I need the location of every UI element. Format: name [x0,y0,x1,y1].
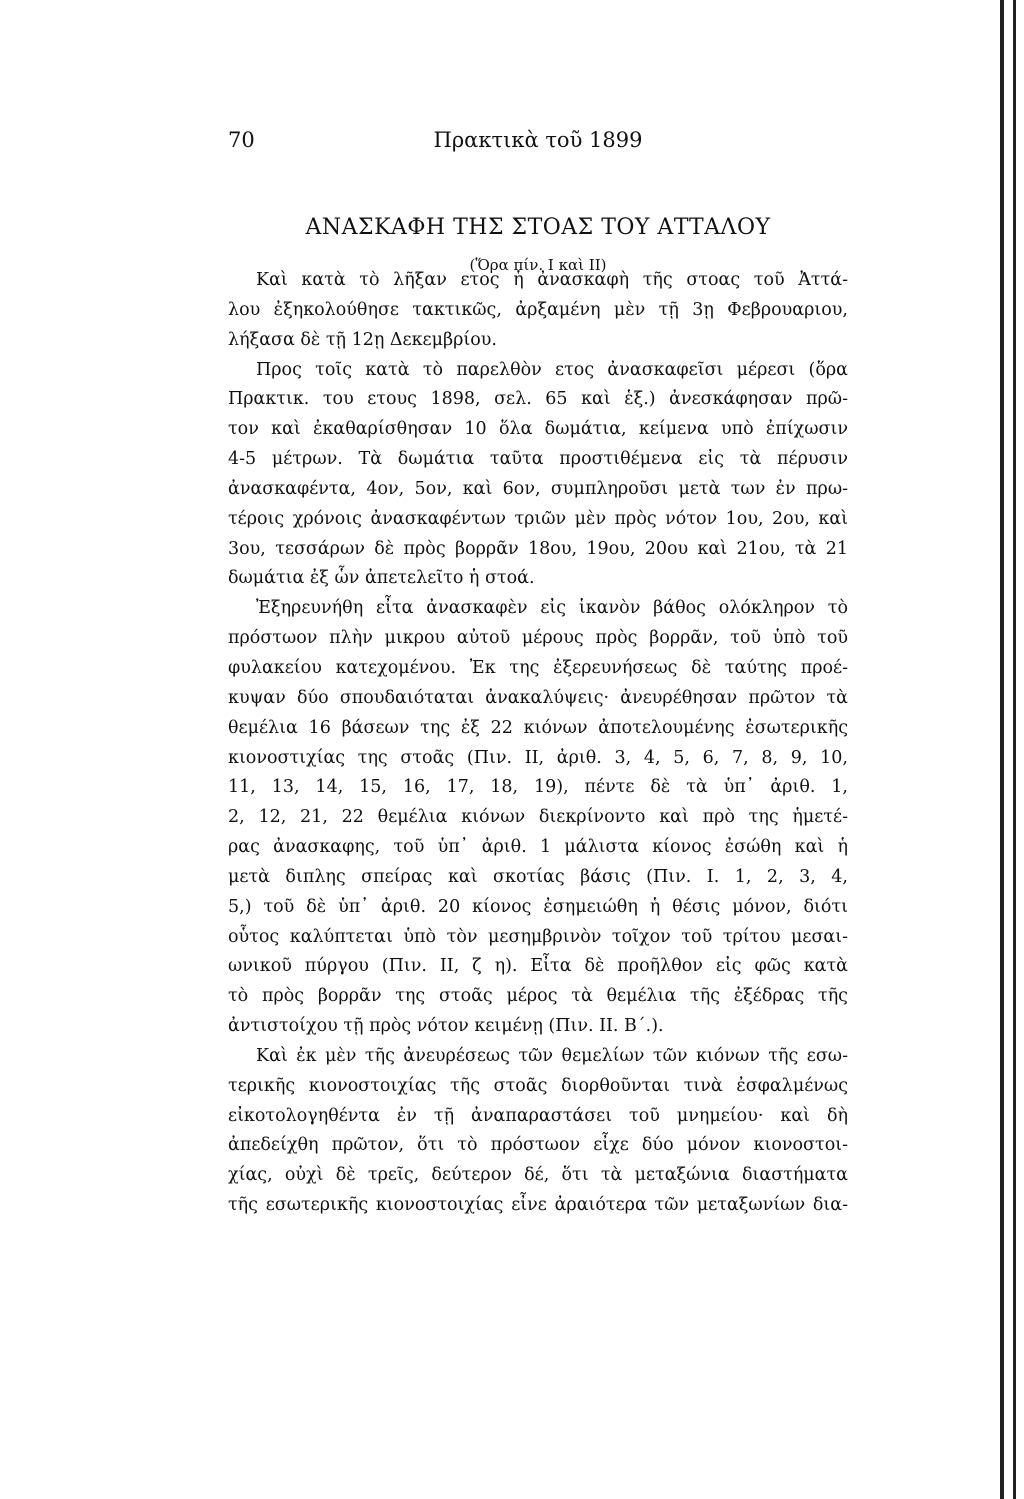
article-title: ΑΝΑΣΚΑΦΗ ΤΗΣ ΣΤΟΑΣ ΤΟΥ ΑΤΤΑΛΟΥ [305,215,771,240]
text-line: τὸ πρὸς βορρᾶν της στοᾶς μέρος τὰ θεμέλια τῆς ἐξέδρας τῆς [228,986,848,1007]
text-line: κυψαν δύο σπουδαιόταται ἀνακαλύψεις· ἀνευρέθησαν πρῶτον τὰ [228,687,848,708]
text-line: 2, 12, 21, 22 θεμέλια κιόνων διεκρίνοντο καὶ πρὸ της ἡμετέ- [228,807,848,828]
text-line: 11, 13, 14, 15, 16, 17, 18, 19), πέντε δὲ τὰ ὑπ᾽ ἀριθ. 1, [228,777,848,798]
text-line: κιονοστιχίας της στοᾶς (Πιν. II, ἀριθ. 3, 4, 5, 6, 7, 8, 9, 10, [228,747,848,768]
scan-edge-margin [994,0,1024,1499]
text-line: ἀνασκαφέντα, 4ον, 5ον, καὶ 6ον, συμπληροῦσι μετὰ των ἐν πρω- [228,478,848,499]
text-line: ωνικοῦ πύργου (Πιν. II, ζ η). Εἶτα δὲ προῆλθον εἰς φῶς κατὰ [228,956,848,977]
text-line: χίας, οὐχὶ δὲ τρεῖς, δεύτερον δέ, ὅτι τὰ μεταξώνια διαστήματα [228,1165,848,1186]
scan-edge-line [1000,0,1004,1499]
text-line: τερικῆς κιονοστοιχίας τῆς στοᾶς διορθοῦνται τινὰ ἐσφαλμένως [228,1075,848,1096]
text-line: πρόστωον πλὴν μικρου αὐτοῦ μέρους πρὸς βορρᾶν, τοῦ ὑπὸ τοῦ [228,628,848,649]
text-line: ρας ἀνασκαφης, τοῦ ὑπ᾽ ἀριθ. 1 μάλιστα κίονος ἐσώθη καὶ ἡ [228,837,848,858]
running-title: Πρακτικὰ τοῦ 1899 [433,128,643,152]
text-line: τον καὶ ἐκαθαρίσθησαν 10 ὅλα δωμάτια, κείμενα υπὸ ἐπίχωσιν [228,419,848,440]
text-line: Πρακτικ. του ετους 1898, σελ. 65 καὶ ἑξ.) ἀνεσκάφησαν πρῶ- [228,389,848,410]
text-line: λου ἐξηκολούθησε τακτικῶς, ἀρξαμένη μὲν τῇ 3ῃ Φεβρουαριου, [228,299,848,320]
text-line: Προς τοῖς κατὰ τὸ παρελθὸν ετος ἀνασκαφεῖσι μέρεσι (ὅρα [256,359,848,380]
text-line: Ἐξηρευνήθη εἶτα ἀνασκαφὲν εἰς ἱκανὸν βάθος ολόκληρον τὸ [256,598,848,619]
text-line: ἀντιστοίχου τῇ πρὸς νότον κειμένῃ (Πιν. II. Β΄.). [228,1016,664,1037]
text-line: τῆς εσωτερικῆς κιονοστοιχίας εἶνε ἀραιότερα τῶν μεταξωνίων δια- [228,1195,848,1216]
text-line: 4-5 μέτρων. Τὰ δωμάτια ταῦτα προστιθέμενα εἰς τὰ πέρυσιν [228,449,848,470]
text-line: δωμάτια ἐξ ὧν ἀπετελεῖτο ἡ στοά. [228,568,535,589]
page-number: 70 [228,128,255,152]
text-line: 3ου, τεσσάρων δὲ πρὸς βορρᾶν 18ου, 19ου, 20ου καὶ 21ου, τὰ 21 [228,538,848,559]
text-line: εἰκοτολογηθέντα ἐν τῇ ἀναπαραστάσει τοῦ μνημείου· καὶ δὴ [228,1105,848,1126]
text-line: Καὶ ἐκ μὲν τῆς ἀνευρέσεως τῶν θεμελίων τῶν κιόνων τῆς εσω- [256,1045,848,1066]
text-line: Καὶ κατὰ τὸ λῆξαν ετος ἡ ἀνασκαφὴ τῆς στοας τοῦ Ἀττά- [256,270,848,290]
text-line: 5,) τοῦ δὲ ὑπ᾽ ἀριθ. 20 κίονος ἐσημειώθη ἡ θέσις μόνον, διότι [228,896,848,917]
text-line: ἀπεδείχθη πρῶτον, ὅτι τὸ πρόστωον εἶχε δύο μόνον κιονοστοι- [228,1135,848,1156]
scan-edge-line [1013,0,1016,1499]
text-line: φυλακείου κατεχομένου. Ἐκ της ἐξερευνήσεως δὲ ταύτης προέ- [228,657,848,678]
text-line: τέροις χρόνοις ἀνασκαφέντων τριῶν μὲν πρὸς νότον 1ου, 2ου, καὶ [228,508,848,529]
text-line: οὗτος καλύπτεται ὑπὸ τὸν μεσημβρινὸν τοῖχον τοῦ τρίτου μεσαι- [228,926,848,947]
body-text [228,266,848,1221]
text-line: λήξασα δὲ τῇ 12ῃ Δεκεμβρίου. [228,329,497,350]
text-line: θεμέλια 16 βάσεων της ἐξ 22 κιόνων ἀποτελουμένης ἐσωτερικῆς [228,717,848,738]
page-header [228,128,848,158]
text-line: μετὰ διπλης σπείρας καὶ σκοτίας βάσις (Πιν. I. 1, 2, 3, 4, [228,866,848,887]
plate-reference: (Ὅρα πίν. I καὶ II) [469,256,607,274]
